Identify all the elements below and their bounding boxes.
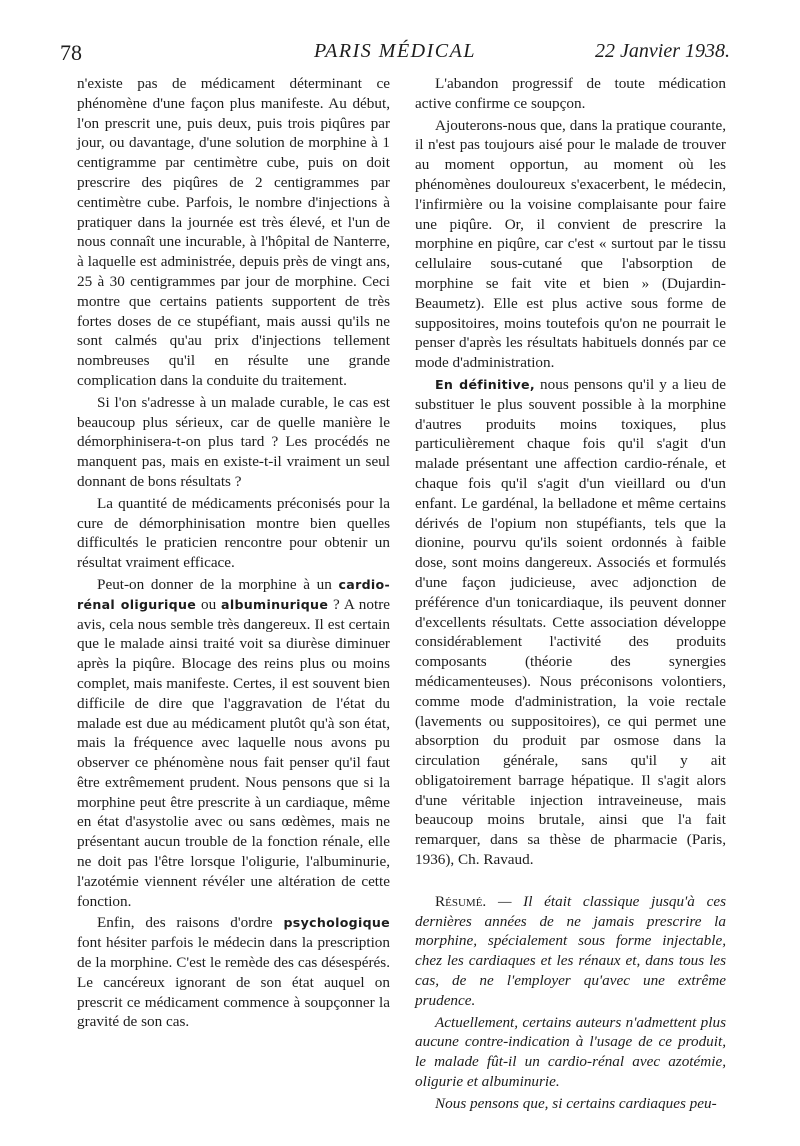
left-column [77, 74, 390, 1032]
text-span: nous pensons qu'il y a lieu de substituer le plus souvent possible à la morphine d'autres produits moins toxiques, plus particulièrement chaque fois qu'il s'agit d'un malade présentant une affection cardio-rénale, et chaque fois qu'il s'agit d'un vieillard ou d'un enfant. Le gardénal, la belladone et même certains dérivés de l'opium non stupéfiants, tels que la dionine, pourvu qu'ils soient ordonnés à faible dose, sont moins dangereux. Associés et formulés d'une façon judicieuse, avec adjonction de préférence d'un tonicardiaque, ils peuvent donner d'excellents résultats. Cette association développe considérablement l'activité des produits composants (théorie des synergies médicamenteuses). Nous préconisons volontiers, comme mode d'administration, la voie rectale (lavements ou suppositoires), ce qui permet une absorption du produit par osmose dans la circulation générale, sans qu'il y ait obligatoirement barrage hépatique. Il s'agit alors d'une véritable injection intraveineuse, mais beaucoup moins brutale, ainsi que l'a fait remarquer, dans sa thèse de pharmacie (Paris, 1936), Ch. Ravaud. [415, 375, 726, 869]
running-header [60, 40, 730, 74]
journal-title: PARIS MÉDICAL [314, 40, 476, 62]
paragraph [77, 913, 390, 1032]
summary-text: Actuellement, certains auteurs n'admettent plus aucune contre-indication à l'usage de ce produit, le malade fût-il un cardio-rénal avec azotémie, oligurie et albuminurie. [415, 1013, 726, 1091]
summary-label: Résumé. [435, 892, 487, 910]
text-span: font hésiter parfois le médecin dans la prescription de la morphine. C'est le remède des cas désespérés. Le cancéreux ignorant de son état auquel on prescrit ce médicament commence à soupçonner la gravité de son cas. [77, 934, 390, 1031]
paragraph [415, 375, 726, 870]
keyword: En définitive, [435, 376, 535, 392]
text-span: Peut-on donner de la morphine à un [97, 575, 332, 593]
paragraph [77, 575, 390, 912]
text-span: Enfin, des raisons d'ordre [97, 914, 273, 932]
summary-paragraph [415, 1094, 726, 1114]
summary-paragraph [415, 892, 726, 1011]
paragraph: Ajouterons-nous que, dans la pratique courante, il n'est pas toujours aisé pour le malade de trouver au moment opportun, au moment où les phénomènes douloureux s'exacerbent, le médecin, l'infirmière ou la voisine complaisante pour faire une piqûre. Or, il convient de prescrire la morphine en piqûre, car c'est « surtout par le tissu cellulaire sous-cutané que l'absorption de morphine se fait vite et bien » (Dujardin-Beaumetz). Elle est plus active sous forme de suppositoires, moins toutefois qu'on ne pourrait le penser d'après les résultats habituels donnés par ce mode d'administration. [415, 116, 726, 372]
right-column [415, 74, 726, 1114]
keyword: cardio-rénal oligurique [77, 576, 390, 612]
issue-date: 22 Janvier 1938. [595, 40, 730, 62]
summary-text: — Il était classique jusqu'à ces dernières années de ne jamais prescrire la morphine, spécialement sous forme injectable, chez les cardiaques et les rénaux et, dans tous les cas, de ne l'employer qu'avec une extrême prudence. [415, 892, 727, 1009]
paragraph: n'existe pas de médicament déterminant ce phénomène d'une façon plus manifeste. Au début, l'on prescrit une, puis deux, puis trois piqûres par jour, ou davantage, d'une solution de morphine à 1 centigramme par centimètre cube, puis on doit prescrire des piqûres de 2 centigrammes par centimètre cube. Parfois, le nombre d'injections à pratiquer dans la journée est très élevé, et l'un de nous connaît une incurable, à l'hôpital de Nanterre, à laquelle est administrée, depuis près de vingt ans, 25 à 30 centigrammes par jour de morphine. Ceci montre que certains patients supportent de très fortes doses de ce stupéfiant, mais aussi qu'ils ne sont calmés qu'au prix d'injections tellement nombreuses qu'il en résulte une grande complication dans la conduite du traitement. [77, 75, 390, 389]
paragraph: Si l'on s'adresse à un malade curable, le cas est beaucoup plus sérieux, car de quelle manière le démorphinisera-t-on plus tard ? Les procédés ne manquent pas, mais en existe-t-il vraiment un seul donnant de bons résultats ? [77, 393, 390, 490]
summary-paragraph [415, 1013, 726, 1092]
keyword: psychologique [283, 915, 391, 931]
text-span: ? A notre avis, cela nous semble très dangereux. Il est certain que le malade ainsi traité voit sa diurèse diminuer après la piqûre. Blocage des reins plus ou moins complet, mais manifeste. Certes, il est souvent bien difficile de dire que l'aggravation de l'état du malade est due au médicament plutôt qu'à son état, mais la fréquence avec laquelle nous avons pu observer ce phénomène nous fait penser qu'il faut être extrêmement prudent. Nous pensons que si la morphine peut être prescrite à un cardiaque, même en état d'asystolie avec ou sans œdèmes, mais ne présentant aucun trouble de la fonction rénale, elle ne doit pas l'être lorsque l'oligurie, l'albuminurie, l'azotémie viennent révéler une altération de cette fonction. [77, 595, 391, 910]
paragraph: La quantité de médicaments préconisés pour la cure de démorphinisation montre bien quelles difficultés le praticien rencontre pour obtenir un résultat vraiment efficace. [77, 494, 390, 572]
paragraph: L'abandon progressif de toute médication active confirme ce soupçon. [415, 75, 726, 112]
page-number: 78 [60, 40, 82, 65]
text-span: ou [200, 595, 217, 613]
summary-text: Nous pensons que, si certains cardiaques peu- [435, 1094, 717, 1112]
keyword: albuminurique [221, 596, 329, 612]
